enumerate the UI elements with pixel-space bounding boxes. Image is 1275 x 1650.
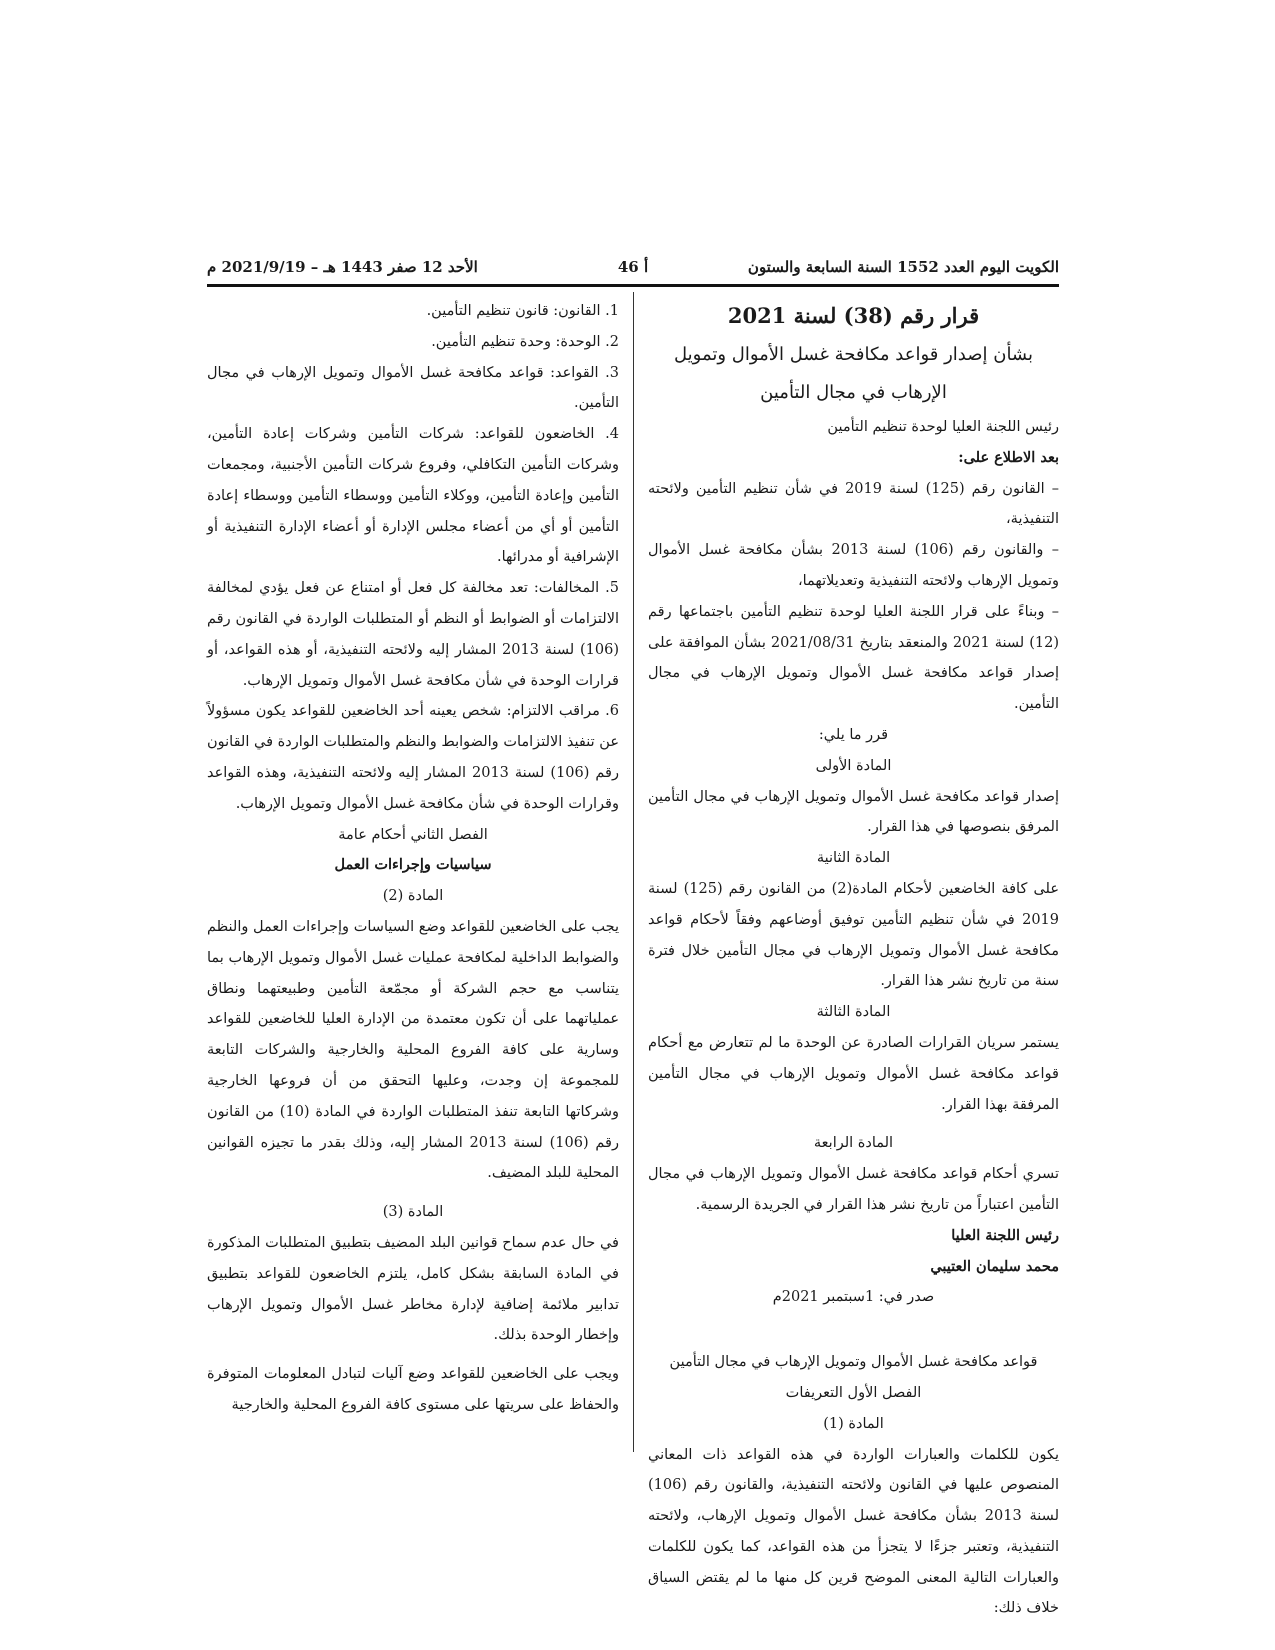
column-divider: [633, 292, 634, 1452]
right-column: [648, 296, 1060, 1617]
signatory-name: محمد سليمان العتيبي: [930, 1257, 1059, 1275]
chapter-1-heading: الفصل الأول التعريفات: [785, 1384, 922, 1401]
article-3-heading: المادة (3): [382, 1204, 444, 1221]
definition-item: 3. القواعد: قواعد مكافحة غسل الأموال وتمويل الإرهاب في مجال التأمين.: [207, 364, 619, 412]
article-1-intro: يكون للكلمات والعبارات الواردة في هذه القواعد ذات المعاني المنصوص عليها في القانون ولائحته التنفيذية، والقانون رقم (106) لسنة 2013 بشأن مكافحة غسل الأموال وتمويل الإرهاب، ولائحته التنفيذية، وتعتبر جزءًا لا يتجزأ من هذه القواعد، كما يكون للكلمات والعبارات التالية المعنى الموضح قرين كل منها ما لم يقتض السياق خلاف ذلك:: [648, 1446, 1059, 1617]
article-1-heading: المادة (1): [823, 1415, 884, 1432]
decision-title: قرار رقم (38) لسنة 2021: [727, 303, 980, 328]
rules-title: قواعد مكافحة غسل الأموال وتمويل الإرهاب في مجال التأمين: [669, 1354, 1038, 1371]
recital: – والقانون رقم (106) لسنة 2013 بشأن مكافحة غسل الأموال وتمويل الإرهاب ولائحته التنفيذية وتعديلاتهما،: [648, 542, 1059, 589]
header-page-number: أ 46: [617, 258, 649, 276]
after-review: بعد الاطلاع على:: [958, 448, 1059, 466]
article-2-heading: المادة (2): [382, 888, 444, 905]
recital: – القانون رقم (125) لسنة 2019 في شأن تنظيم التأمين ولائحته التنفيذية،: [648, 480, 1059, 528]
left-column: [207, 296, 619, 1456]
article-2-text: يجب على الخاضعين للقواعد وضع السياسات وإجراءات العمل والنظم والضوابط الداخلية لمكافحة عمليات غسل الأموال وتمويل الإرهاب بما يتناسب مع حجم الشركة أو مجمّعة التأمين وطبيعتهما ونطاق عملياتهما على أن تكون معتمدة من الإدارة العليا للخاضعين للقواعد وسارية على كافة الفروع المحلية والخارجية والشركات التابعة للمجموعة إن وجدت، وعليها التحقق من أن فروعها الخارجية وشركاتها التابعة تنفذ المتطلبات الواردة في المادة (10) من القانون رقم (106) لسنة 2013 المشار إليه، وذلك بقدر ما تجيزه القوانين المحلية للبلد المضيف.: [207, 918, 619, 1182]
decided: قرر ما يلي:: [818, 726, 889, 743]
article-text: تسري أحكام قواعد مكافحة غسل الأموال وتمويل الإرهاب في مجال التأمين اعتباراً من تاريخ نشر هذا القرار في الجريدة الرسمية.: [648, 1166, 1059, 1213]
definition-item: 4. الخاضعون للقواعد: شركات التأمين وشركات إعادة التأمين، وشركات التأمين التكافلي، وفروع شركات التأمين الأجنبية، ومجمعات التأمين وإعادة التأمين، ووكلاء التأمين ووسطاء التأمين ووسطاء إعادة التأمين أو أي من أعضاء مجلس الإدارة أو أعضاء الإدارة التنفيذية أو الإشرافية أو مدرائها.: [207, 426, 619, 566]
issue-date: صدر في: 1سبتمبر 2021م: [772, 1289, 935, 1306]
article-text: يستمر سريان القرارات الصادرة عن الوحدة ما لم تتعارض مع أحكام قواعد مكافحة غسل الأموال وتمويل الإرهاب في مجال التأمين المرفقة بهذا القرار.: [648, 1034, 1059, 1113]
article-heading: المادة الأولى: [815, 757, 892, 774]
signatory-title: رئيس اللجنة العليا: [951, 1226, 1059, 1244]
article-heading: المادة الثالثة: [816, 1004, 891, 1021]
article-heading: المادة الثانية: [816, 850, 891, 867]
header-publication: الكويت اليوم العدد 1552 السنة السابعة والستون: [747, 258, 1059, 276]
article-text: على كافة الخاضعين لأحكام المادة(2) من القانون رقم (125) لسنة 2019 في شأن تنظيم التأمين توفيق أوضاعهم وفقاً لأحكام قواعد مكافحة غسل الأموال وتمويل الإرهاب في مجال التأمين خلال فترة سنة من تاريخ نشر هذا القرار.: [648, 880, 1060, 990]
article-heading: المادة الرابعة: [813, 1135, 894, 1152]
decision-issuer: رئيس اللجنة العليا لوحدة تنظيم التأمين: [827, 419, 1059, 435]
chapter-2-heading: الفصل الثاني أحكام عامة: [338, 826, 488, 843]
section-heading: سياسيات وإجراءات العمل: [334, 856, 492, 874]
decision-subject-line-2: الإرهاب في مجال التأمين: [760, 382, 947, 403]
page-header: [207, 254, 1059, 284]
header-date: الأحد 12 صفر 1443 هـ – 2021/9/19 م: [207, 258, 478, 276]
definition-item: 6. مراقب الالتزام: شخص يعينه أحد الخاضعين للقواعد يكون مسؤولاً عن تنفيذ الالتزامات والضوابط والنظم والمتطلبات الواردة في القانون رقم (106) لسنة 2013 المشار إليه ولائحته التنفيذية، وهذه القواعد وقرارات الوحدة في شأن مكافحة غسل الأموال وتمويل الإرهاب.: [207, 703, 619, 812]
article-3-text: في حال عدم سماح قوانين البلد المضيف بتطبيق المتطلبات المذكورة في المادة السابقة بشكل كامل، يلتزم الخاضعون للقواعد بتطبيق تدابير ملائمة إضافية لإدارة مخاطر غسل الأموال وتمويل الإرهاب وإخطار الوحدة بذلك.: [207, 1234, 619, 1344]
article-3-text: ويجب على الخاضعين للقواعد وضع آليات لتبادل المعلومات المتوفرة والحفاظ على سريتها على مستوى كافة الفروع المحلية والخارجية: [207, 1366, 619, 1413]
article-text: إصدار قواعد مكافحة غسل الأموال وتمويل الإرهاب في مجال التأمين المرفق بنصوصها في هذا القرار.: [648, 788, 1059, 836]
recital: – وبناءً على قرار اللجنة العليا لوحدة تنظيم التأمين باجتماعها رقم (12) لسنة 2021 والمنعقد بتاريخ 2021/08/31 بشأن الموافقة على إصدار قواعد مكافحة غسل الأموال وتمويل الإرهاب في مجال التأمين.: [648, 603, 1059, 713]
decision-subject-line-1: بشأن إصدار قواعد مكافحة غسل الأموال وتمويل: [674, 344, 1033, 365]
definition-item: 5. المخالفات: تعد مخالفة كل فعل أو امتناع عن فعل يؤدي لمخالفة الالتزامات أو الضوابط أو النظم أو المتطلبات الواردة في القانون رقم (106) لسنة 2013 المشار إليه ولائحته التنفيذية، أو هذه القواعد، أو قرارات الوحدة في شأن مكافحة غسل الأموال وتمويل الإرهاب.: [207, 580, 619, 689]
definition-item: 1. القانون: قانون تنظيم التأمين.: [426, 303, 619, 319]
header-divider: [207, 284, 1059, 287]
definition-item: 2. الوحدة: وحدة تنظيم التأمين.: [431, 333, 619, 350]
